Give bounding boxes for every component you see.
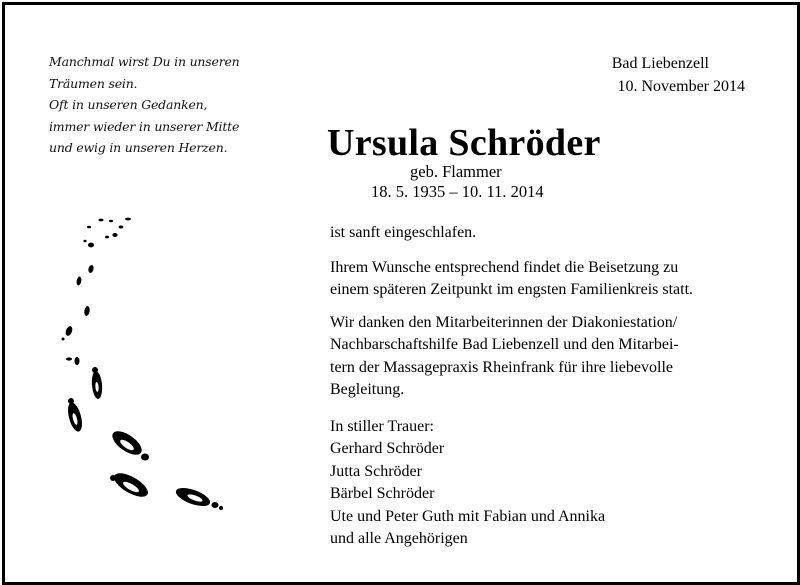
poem-line: immer wieder in unserer Mitte [49,118,240,134]
obituary-frame [2,2,800,585]
mourners-heading: In stiller Trauer: [330,417,434,435]
poem-line: Träumen sein. [49,75,138,91]
passed-away-text: ist sanft eingeschlafen. [330,224,477,241]
deceased-name: Ursula Schröder [327,122,601,164]
thanks-line: tern der Massagepraxis Rheinfrank für ihre liebevolle [330,358,673,376]
place-and-date [612,52,745,98]
mourner-name: Bärbel Schröder [330,485,435,502]
life-dates: 18. 5. 1935 – 10. 11. 2014 [371,182,544,201]
thanks-line: Begleitung. [330,381,405,398]
poem [49,51,289,159]
place: Bad Liebenzell [611,55,709,72]
birth-name: geb. Flammer [410,162,502,181]
mourner-name: und alle Angehörigen [330,530,468,547]
poem-line: Manchmal wirst Du in unseren [49,54,240,69]
mourner-name: Gerhard Schröder [330,440,445,457]
mourner-name: Ute und Peter Guth mit Fabian und Annika [330,507,606,525]
thanks-line: Nachbarschaftshilfe Bad Liebenzell und den Mitarbei- [330,336,679,353]
mourners-block [330,416,760,551]
burial-line: Ihrem Wunsche entsprechend findet die Beisetzung zu [330,258,679,276]
thanks-line: Wir danken den Mitarbeiterinnen der Diakoniestation/ [330,313,678,331]
mourner-name: Jutta Schröder [330,462,422,480]
date: 10. November 2014 [617,78,745,95]
poem-line: und ewig in unseren Herzen. [49,140,228,155]
thanks-paragraph [330,312,760,402]
burial-paragraph [330,257,760,302]
poem-line: Oft in unseren Gedanken, [49,97,208,112]
burial-line: einem späteren Zeitpunkt im engsten Familienkreis statt. [330,281,694,298]
obituary-text [330,222,760,551]
footprints-illustration [45,205,235,525]
